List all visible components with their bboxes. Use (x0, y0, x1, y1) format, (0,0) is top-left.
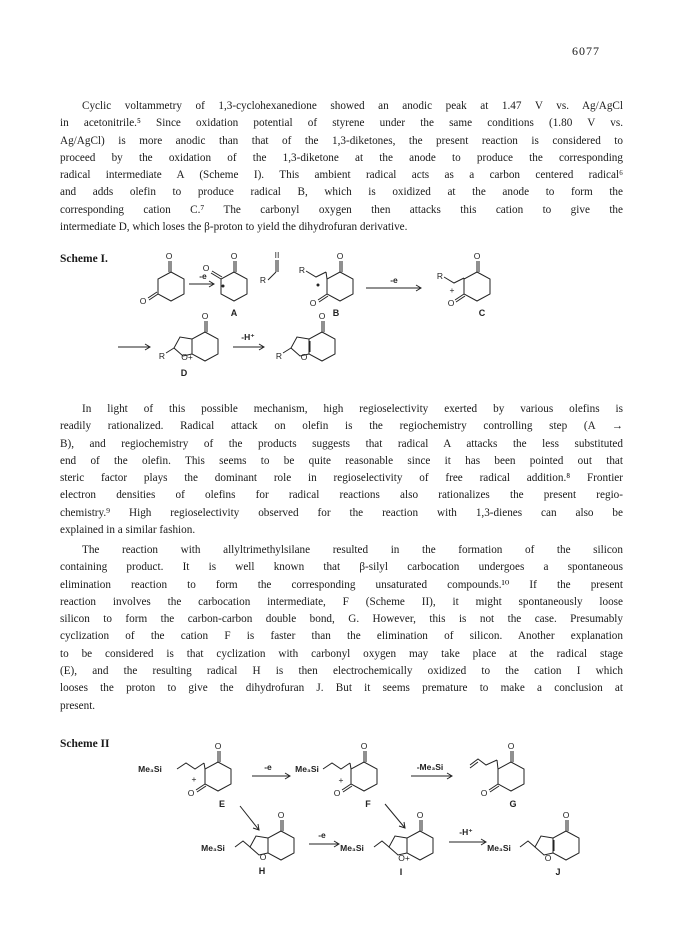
text-line: looses the proton to give the dihydrofuran J. But it seems premature to make a conclusion at (60, 682, 623, 695)
svg-text:Me₃Si: Me₃Si (340, 843, 364, 853)
paragraph-regioselectivity (60, 401, 623, 539)
text-line: (E), and the resulting radical H is then electrochemically oxidized to the cation I which (60, 665, 623, 678)
svg-text:O: O (544, 853, 552, 863)
svg-text:Me₃Si: Me₃Si (295, 764, 319, 774)
text-line: silicon to form the carbon-carbon double bond, G. However, this is not the case. Presumably (60, 613, 623, 626)
scheme-2-diagram (0, 738, 680, 918)
paragraph-allylsilane (60, 542, 623, 715)
scheme-2-label-g: G (509, 799, 517, 809)
svg-text:II: II (274, 250, 280, 260)
scheme-2-arrow-si-label: -Me₃Si (416, 762, 444, 772)
svg-text:O: O (318, 311, 326, 321)
scheme-1-label-a: A (230, 308, 238, 318)
radical-e-structure (177, 751, 231, 792)
svg-text:R: R (158, 351, 166, 361)
scheme-2-label-h: H (258, 866, 266, 876)
svg-text:O: O (300, 352, 308, 362)
svg-text:O: O (259, 852, 267, 862)
svg-text:O: O (201, 311, 209, 321)
cation-c-structure (444, 261, 490, 302)
svg-text:O: O (507, 741, 515, 751)
text-line: Ag/AgCl) is more anodic than that of the 1,3-diketones, the present reaction is considered to (60, 134, 623, 147)
scheme-1-label-c: C (478, 308, 486, 318)
svg-text:O: O (309, 298, 317, 308)
text-line: Cyclic voltammetry of 1,3-cyclohexanedione showed an anodic peak at 1.47 V vs. Ag/AgCl (82, 100, 623, 112)
text-line: radical intermediate A (Scheme I). This ambient radical acts as a carbon centered radical⁶ (60, 169, 623, 182)
svg-text:O+: O+ (398, 853, 410, 863)
svg-text:O: O (230, 251, 238, 261)
svg-text:O: O (202, 263, 210, 273)
scheme-1-arrow-2-label: -e (390, 275, 398, 285)
cation-f-structure (323, 751, 377, 792)
svg-text:Me₃Si: Me₃Si (201, 843, 225, 853)
text-line: reaction involves the carbocation intermediate, F (Scheme II), it might spontaneously loose (60, 595, 623, 608)
svg-text:R: R (436, 271, 444, 281)
svg-text:O: O (333, 788, 341, 798)
text-line: B), and regiochemistry of the products suggests that radical A attacks the less substituted (60, 437, 623, 450)
text-line: readily rationalized. Radical attack on olefin is the regiochemistry controlling step (A → (60, 420, 623, 433)
text-line: chemistry.⁹ High regioselectivity observed for the reaction with 1,3-dienes can also be (60, 506, 623, 519)
svg-text:O+: O+ (181, 352, 193, 362)
svg-text:+: + (449, 285, 455, 295)
svg-text:R: R (275, 351, 283, 361)
svg-text:+: + (191, 774, 197, 784)
page-number: 6077 (572, 44, 600, 58)
radical-a-structure (211, 261, 247, 301)
svg-text:O: O (165, 251, 173, 261)
svg-text:O: O (562, 810, 570, 820)
text-line: steric factor plays the dominant role in regioselectivity of free radical addition.⁸ Frontier (60, 472, 623, 485)
scheme-1-arrow-3-label: -H⁺ (241, 332, 255, 342)
text-line: elimination reaction to form the corresponding unsaturated compounds.¹⁰ If the present (60, 578, 623, 591)
scheme-1-label-b: B (332, 308, 340, 318)
svg-text:+: + (338, 775, 344, 785)
text-line: In light of this possible mechanism, high regioselectivity exerted by various olefins is (82, 403, 623, 415)
text-line: to be considered is that cyclization with carbonyl oxygen may take place at the radical stage (60, 647, 623, 660)
text-line: present. (60, 699, 96, 712)
scheme-2-label-j: J (555, 867, 561, 877)
svg-text:O: O (480, 788, 488, 798)
scheme-2-label-e: E (218, 799, 226, 809)
svg-text:R: R (259, 275, 267, 285)
scheme-2-arrow-h-label: -H⁺ (459, 827, 473, 837)
text-line: intermediate D, which loses the β-proton to yield the dihydrofuran derivative. (60, 221, 408, 234)
text-line: in acetonitrile.⁵ Since oxidation potential of styrene under the same conditions (1.80 V vs. (60, 117, 623, 130)
svg-text:O: O (187, 788, 195, 798)
cyclohexanedione-structure (148, 261, 184, 301)
svg-text:O: O (473, 251, 481, 261)
text-line: cyclization of the cation F is faster than the elimination of silicon. Another explanation (60, 630, 623, 643)
scheme-2-arrow-e2-label: -e (318, 830, 326, 840)
svg-text:R: R (298, 265, 306, 275)
dihydrofuran-structure (283, 321, 335, 361)
svg-text:Me₃Si: Me₃Si (138, 764, 162, 774)
text-line: explained in a similar fashion. (60, 524, 196, 537)
scheme-1-diagram (0, 250, 680, 380)
text-line: end of the olefin. This seems to be quite reasonable since it has been pointed out that (60, 454, 623, 467)
svg-text:O: O (277, 810, 285, 820)
scheme-1-arrow-1-label: -e (199, 271, 207, 281)
svg-text:Me₃Si: Me₃Si (487, 843, 511, 853)
olefin-g-structure (470, 751, 524, 792)
scheme-2-arrow-e-label: -e (264, 762, 272, 772)
svg-text:O: O (416, 810, 424, 820)
radical-b-structure (306, 261, 353, 302)
text-line: proceed by the oxidation of the 1,3-diketone at the anode to produce the corresponding (60, 151, 623, 164)
scheme-1-title: Scheme I. (60, 253, 108, 265)
text-line: electron densities of olefins for radical reactions also rationalizes the present regio- (60, 489, 623, 502)
svg-text:O: O (360, 741, 368, 751)
scheme-2-label-i: I (399, 867, 403, 877)
scheme-2-title: Scheme II (60, 738, 110, 750)
scheme-1-label-d: D (180, 368, 188, 378)
svg-text:O: O (214, 741, 222, 751)
text-line: The reaction with allyltrimethylsilane resulted in the formation of the silicon (82, 544, 623, 556)
paragraph-mechanism (60, 98, 623, 236)
svg-text:O: O (336, 251, 344, 261)
svg-text:O: O (447, 298, 455, 308)
text-line: and adds olefin to produce radical B, which is oxidized at the anode to form the (60, 186, 623, 199)
text-line: containing product. It is well known that β-silyl carbocation undergoes a spontaneous (60, 561, 623, 574)
text-line: corresponding cation C.⁷ The carbonyl oxygen then attacks this cation to give the (60, 203, 623, 216)
svg-text:O: O (139, 296, 147, 306)
scheme-2-label-f: F (365, 799, 371, 809)
